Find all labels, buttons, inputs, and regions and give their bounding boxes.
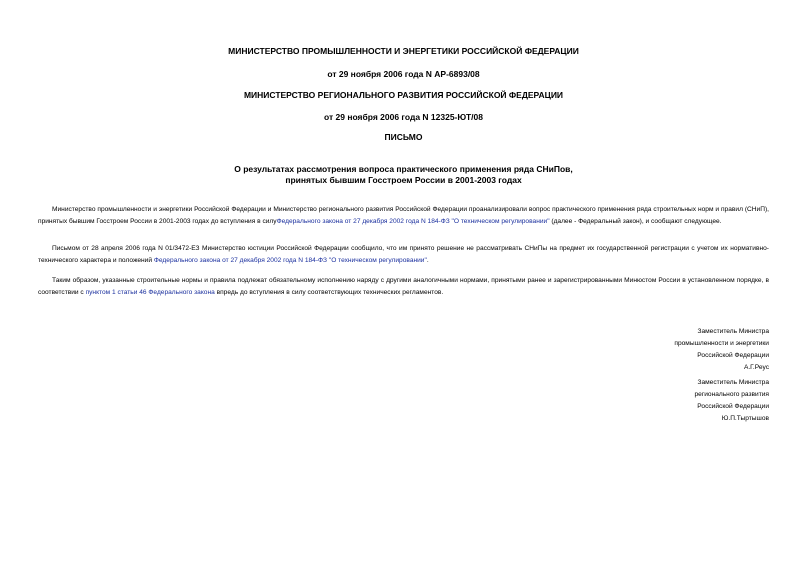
signature-block-1: [509, 326, 769, 374]
signature-1-name: А.Г.Реус: [743, 364, 769, 371]
body-paragraph-2: [38, 243, 769, 267]
signature-2-position: Заместитель Министра: [697, 379, 769, 386]
document-type-title: ПИСЬМО: [384, 132, 423, 142]
letter-date-number-1: от 29 ноября 2006 года N АР-6893/08: [327, 69, 480, 79]
signature-1-country: Российской Федерации: [697, 352, 769, 359]
body-paragraph-3: [38, 275, 769, 299]
article-46-point-1-link[interactable]: пунктом 1 статьи 46 Федерального закона: [85, 289, 215, 296]
signature-block-2: [509, 377, 769, 425]
subject-line-1: О результатах рассмотрения вопроса практического применения ряда СНиПов,: [234, 164, 573, 174]
ministry-industry-heading: МИНИСТЕРСТВО ПРОМЫШЛЕННОСТИ И ЭНЕРГЕТИКИ РОССИЙСКОЙ ФЕДЕРАЦИИ: [228, 46, 579, 56]
signature-2-name: Ю.П.Тыртышов: [721, 415, 769, 422]
signature-1-position: Заместитель Министра: [697, 328, 769, 335]
subject-line-2: принятых бывшим Госстроем России в 2001-2003 годах: [285, 175, 522, 185]
paragraph-1-text-end: (далее - Федеральный закон), и сообщают следующее.: [549, 218, 722, 225]
paragraph-2-text-start: Письмом от 28 апреля 2006 года N 01/3472-ЕЗ Министерство юстиции Российской Федерации сообщило, что им принято решение не рассматривать СНиПы на предмет их государственной регистрации с учетом их нормативно-технического характера и положений: [38, 245, 769, 264]
letter-date-number-2: от 29 ноября 2006 года N 12325-ЮТ/08: [324, 112, 483, 122]
paragraph-3-text-start: Таким образом, указанные строительные нормы и правила подлежат обязательному исполнению наряду с другими аналогичными нормами, принятыми ранее и зарегистрированными Минюстом России в установленном порядке, в соответствии с: [38, 277, 769, 296]
paragraph-1-text-start: Министерство промышленности и энергетики Российской Федерации и Министерство регионального развития Российской Федерации проанализировали вопрос практического применения ряда строительных норм и правил (СНиП), принятых бывшим Госстроем России в 2001-2003 годах до вступления в силу: [38, 206, 769, 225]
ministry-regional-heading: МИНИСТЕРСТВО РЕГИОНАЛЬНОГО РАЗВИТИЯ РОССИЙСКОЙ ФЕДЕРАЦИИ: [243, 90, 564, 100]
federal-law-184-fz-link-2[interactable]: Федерального закона от 27 декабря 2002 года N 184-ФЗ "О техническом регулировании": [153, 257, 427, 264]
signature-1-ministry: промышленности и энергетики: [674, 340, 769, 347]
paragraph-3-text-end: впредь до вступления в силу соответствующих технических регламентов.: [214, 289, 444, 296]
body-paragraph-1: [38, 204, 769, 228]
signature-2-country: Российской Федерации: [697, 403, 769, 410]
signature-2-ministry: регионального развития: [694, 391, 769, 398]
paragraph-2-text-end: .: [426, 257, 429, 264]
federal-law-184-fz-link[interactable]: Федерального закона от 27 декабря 2002 года N 184-ФЗ "О техническом регулировании": [276, 218, 550, 225]
